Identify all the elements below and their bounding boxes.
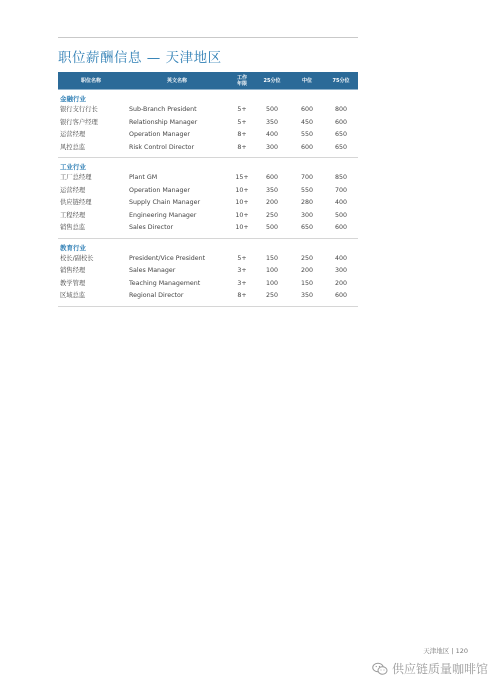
header-years-line2: 年限 bbox=[236, 80, 247, 87]
table-row bbox=[58, 104, 358, 117]
section-title: 金融行业 bbox=[60, 95, 86, 103]
table-row bbox=[58, 117, 358, 130]
header-years-line1: 工作 bbox=[236, 74, 247, 81]
cell-position-cn: 运营经理 bbox=[60, 131, 86, 138]
cell-p50: 280 bbox=[300, 199, 314, 206]
cell-position-cn: 银行支行行长 bbox=[60, 106, 98, 113]
cell-p25: 300 bbox=[265, 143, 279, 151]
cell-years: 8+ bbox=[237, 292, 247, 299]
cell-p75: 400 bbox=[334, 199, 348, 206]
cell-years: 10+ bbox=[235, 199, 249, 206]
cell-years: 10+ bbox=[235, 211, 249, 219]
wechat-icon bbox=[372, 662, 388, 676]
cell-p75: 700 bbox=[334, 186, 348, 194]
header-position-en: 英文名称 bbox=[166, 77, 187, 84]
cell-p75: 600 bbox=[334, 118, 348, 126]
cell-p50: 700 bbox=[300, 174, 314, 181]
cell-years: 10+ bbox=[235, 186, 249, 194]
table-row bbox=[58, 253, 358, 266]
cell-p25: 350 bbox=[265, 186, 279, 194]
cell-position-cn: 销售总监 bbox=[60, 224, 86, 231]
cell-p25: 600 bbox=[265, 174, 279, 181]
table-row bbox=[58, 265, 358, 278]
table-header bbox=[58, 72, 358, 90]
cell-p50: 200 bbox=[300, 267, 314, 274]
cell-p25: 400 bbox=[265, 131, 279, 138]
table-row bbox=[58, 290, 358, 303]
cell-position-en: Regional Director bbox=[129, 292, 184, 299]
cell-position-cn: 教学管理 bbox=[60, 279, 86, 287]
cell-years: 15+ bbox=[235, 174, 249, 181]
cell-years: 10+ bbox=[235, 224, 249, 231]
cell-p25: 250 bbox=[265, 211, 279, 219]
top-divider bbox=[58, 37, 358, 38]
cell-p75: 600 bbox=[334, 292, 348, 299]
cell-p75: 400 bbox=[334, 254, 348, 262]
table-row bbox=[58, 129, 358, 142]
page-footer: 天津地区 | 120 bbox=[423, 647, 468, 655]
cell-p50: 600 bbox=[300, 106, 314, 113]
cell-position-cn: 风控总监 bbox=[60, 143, 86, 151]
cell-p50: 600 bbox=[300, 143, 314, 151]
cell-position-en: Sales Manager bbox=[129, 267, 176, 274]
cell-p50: 250 bbox=[300, 254, 314, 262]
cell-p50: 300 bbox=[300, 211, 314, 219]
table-section bbox=[58, 158, 358, 239]
cell-position-cn: 供应链经理 bbox=[60, 199, 92, 206]
header-p75: 75分位 bbox=[332, 77, 350, 84]
cell-years: 5+ bbox=[237, 118, 247, 126]
table-section bbox=[58, 239, 358, 307]
header-years bbox=[230, 72, 254, 89]
cell-p50: 550 bbox=[300, 186, 314, 194]
cell-years: 3+ bbox=[237, 267, 247, 274]
table-body bbox=[58, 90, 358, 307]
cell-years: 5+ bbox=[237, 254, 247, 262]
section-title: 工业行业 bbox=[60, 163, 86, 171]
cell-p75: 300 bbox=[334, 267, 348, 274]
table-row bbox=[58, 222, 358, 235]
cell-position-en: Relationship Manager bbox=[129, 118, 198, 126]
cell-p75: 650 bbox=[334, 143, 348, 151]
cell-position-en: Teaching Management bbox=[129, 279, 201, 287]
cell-position-en: Risk Control Director bbox=[129, 143, 195, 151]
cell-position-cn: 银行客户经理 bbox=[60, 118, 98, 126]
table-row bbox=[58, 197, 358, 210]
cell-p25: 250 bbox=[265, 292, 279, 299]
cell-position-cn: 工程经理 bbox=[60, 211, 86, 219]
cell-position-cn: 校长/副校长 bbox=[60, 254, 94, 262]
cell-position-cn: 运营经理 bbox=[60, 186, 86, 194]
cell-position-cn: 工厂总经理 bbox=[60, 174, 92, 181]
watermark bbox=[372, 660, 488, 677]
cell-p75: 650 bbox=[334, 131, 348, 138]
table-row bbox=[58, 185, 358, 198]
cell-position-en: Operation Manager bbox=[129, 131, 190, 138]
cell-p25: 150 bbox=[265, 254, 279, 262]
header-position-cn: 职位名称 bbox=[80, 77, 101, 84]
cell-p25: 500 bbox=[265, 224, 279, 231]
table-section bbox=[58, 90, 358, 158]
cell-p50: 450 bbox=[300, 118, 314, 126]
cell-p25: 350 bbox=[265, 118, 279, 126]
cell-p75: 850 bbox=[334, 174, 348, 181]
cell-years: 8+ bbox=[237, 131, 247, 138]
section-title: 教育行业 bbox=[60, 243, 86, 252]
cell-position-en: Supply Chain Manager bbox=[129, 199, 201, 206]
cell-p75: 500 bbox=[334, 211, 348, 219]
cell-position-en: Engineering Manager bbox=[129, 211, 197, 219]
cell-p75: 600 bbox=[334, 224, 348, 231]
cell-years: 3+ bbox=[237, 279, 247, 287]
cell-position-cn: 区域总监 bbox=[60, 292, 86, 299]
cell-p75: 800 bbox=[334, 106, 348, 113]
cell-p25: 100 bbox=[265, 279, 279, 287]
cell-p25: 100 bbox=[265, 267, 279, 274]
cell-p75: 200 bbox=[334, 279, 348, 287]
cell-position-en: Sub-Branch President bbox=[129, 106, 197, 113]
cell-p50: 150 bbox=[300, 279, 314, 287]
page-title: 职位薪酬信息 — 天津地区 bbox=[58, 50, 222, 66]
header-p25: 25分位 bbox=[263, 77, 281, 84]
header-p50: 中位 bbox=[301, 77, 312, 84]
cell-years: 8+ bbox=[237, 143, 247, 151]
cell-p50: 650 bbox=[300, 224, 314, 231]
cell-p25: 200 bbox=[265, 199, 279, 206]
cell-position-en: President/Vice President bbox=[129, 254, 206, 262]
salary-table bbox=[58, 72, 358, 307]
cell-position-en: Operation Manager bbox=[129, 186, 190, 194]
table-row bbox=[58, 210, 358, 223]
table-row bbox=[58, 172, 358, 185]
table-row bbox=[58, 278, 358, 291]
cell-position-cn: 销售经理 bbox=[60, 267, 86, 274]
cell-position-en: Plant GM bbox=[129, 174, 158, 181]
table-row bbox=[58, 142, 358, 155]
cell-p25: 500 bbox=[265, 106, 279, 113]
cell-position-en: Sales Director bbox=[129, 224, 174, 231]
cell-p50: 350 bbox=[300, 292, 314, 299]
cell-p50: 550 bbox=[300, 131, 314, 138]
cell-years: 5+ bbox=[237, 106, 247, 113]
watermark-text: 供应链质量咖啡馆 bbox=[391, 662, 488, 676]
